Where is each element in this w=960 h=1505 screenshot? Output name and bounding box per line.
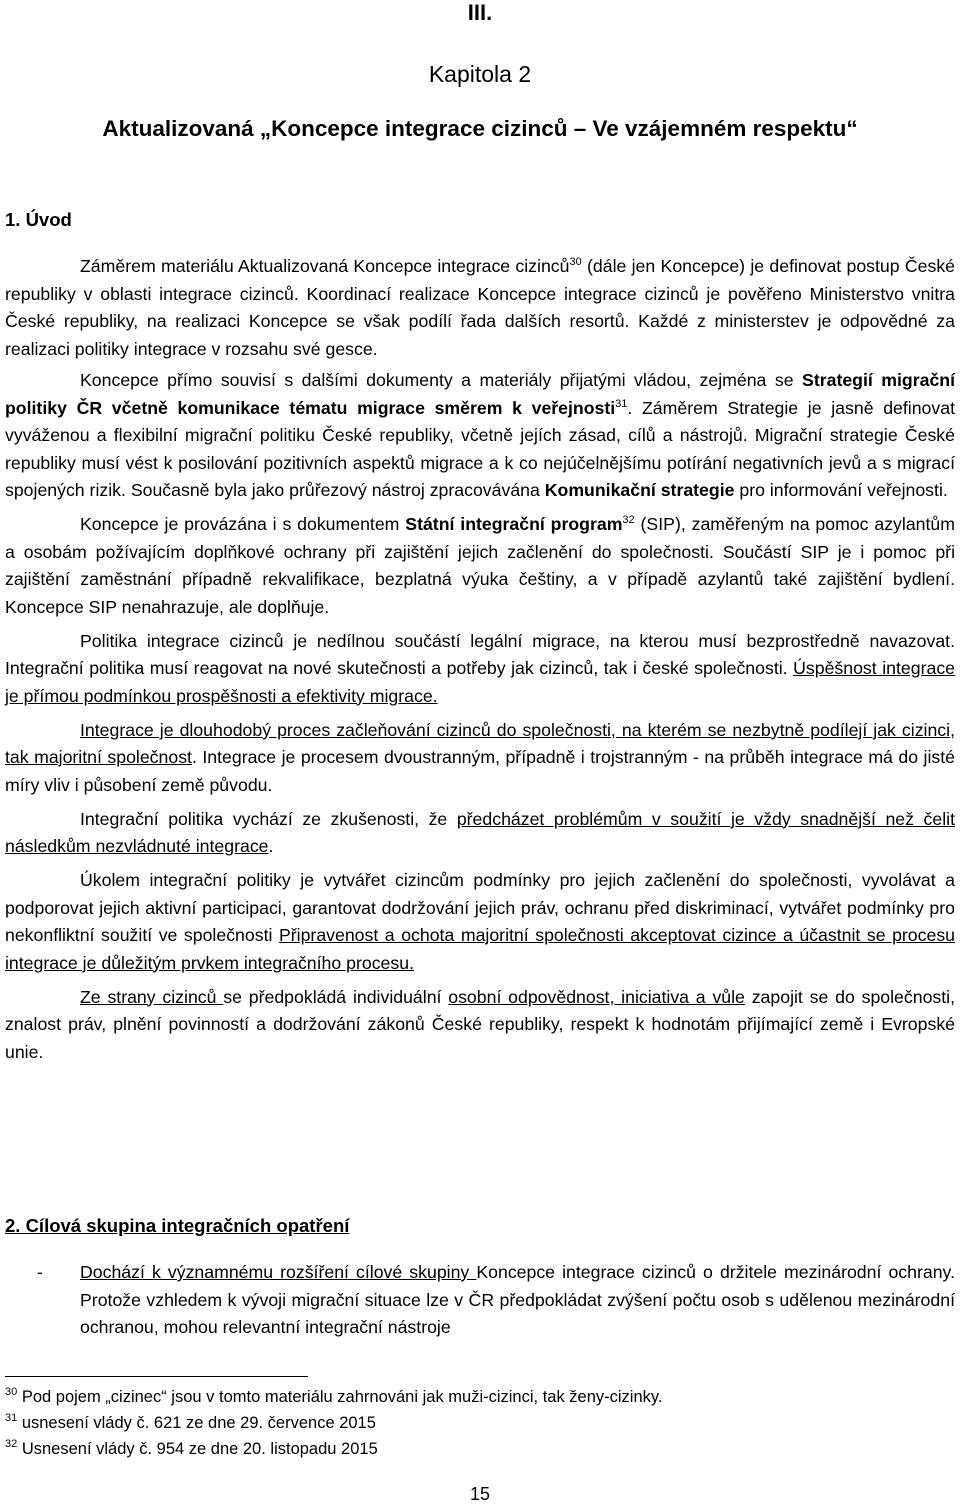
text-run: pro informování veřejnosti. [734,480,948,500]
paragraph-8 [5,984,955,1067]
underlined-text: Integrace je dlouhodobý proces začleňování cizinců do společnosti, na kterém se nezbytně podílejí jak cizinci, tak majoritní společnost [5,719,955,767]
text-run: (SIP), zaměřeným na pomoc azylantům a osobám požívajícím doplňkové ochrany při zajištění jejich začlenění do společnosti. Součástí SIP je i pomoc při zajištění zaměstnání případně rekvalifikace, bezplatná výuka češtiny, a v případě azylantů také zajištění bydlení. Koncepce SIP nenahrazuje, ale doplňuje. [5,514,955,617]
text-run: se předpokládá individuální [223,986,449,1007]
text-run: Koncepce integrace cizinců o držitele mezinárodní ochrany. Protože vzhledem k vývoji migrační situace lze v ČR předpokládat zvýšení počtu osob s udělenou mezinárodní ochranou, mohou relevantní integrační nástroje [80,1262,955,1337]
section-heading-target-group: 2. Cílová skupina integračních opatření [5,1215,350,1236]
paragraph-3 [5,511,955,621]
footnote-text: Pod pojem „cizinec“ jsou v tomto materiálu zahrnováni jak muži-cizinci, tak ženy-cizinky. [17,1388,663,1406]
text-run: Záměrem materiálu Aktualizovaná Koncepce integrace cizinců [80,256,570,276]
underlined-text: předcházet problémům v soužití je vždy snadnější než čelit následkům nezvládnuté integrace [5,808,955,856]
footnote-text: usnesení vlády č. 621 ze dne 29. července 2015 [17,1414,376,1432]
footnote-32 [5,1438,378,1460]
footnote-ref-30: 30 [569,256,582,268]
paragraph-1 [5,253,955,363]
text-run: (dále jen Koncepce) je definovat postup České republiky v oblasti integrace cizinců. Koordinací realizace Koncepce integrace cizinců je pověřeno Ministerstvo vnitra České republiky, na realizaci Koncepce se však podílí řada dalších resortů. Každé z ministerstev je odpovědné za realizaci politiky integrace v rozsahu své gesce. [5,256,955,359]
strategy-name: Strategií migrační politiky ČR včetně komunikace tématu migrace směrem k veřejnosti [5,370,955,418]
document-title: Aktualizovaná „Koncepce integrace cizinců – Ve vzájemném respektu“ [102,116,858,141]
page-number: 15 [469,1484,491,1504]
paragraph-2 [5,367,955,505]
underlined-text: osobní odpovědnost, iniciativa a vůle [448,986,745,1007]
list-item [80,1259,955,1342]
text-run: . Integrace je procesem dvoustranným, případně i trojstranným - na průběh integrace má do jisté míry vliv i působení země původu. [5,747,955,795]
underlined-text: Dochází k významnému rozšíření cílové skupiny [80,1262,477,1282]
footnote-ref-31: 31 [615,397,628,410]
footnote-30 [5,1386,663,1408]
part-number: III. [467,0,493,25]
underlined-text: Ze strany cizinců [80,986,224,1007]
footnote-separator [5,1376,308,1377]
communication-strategy-name: Komunikační strategie [544,480,735,500]
section-heading-intro: 1. Úvod [5,209,72,230]
section-intro-body [5,253,955,1073]
target-group-list [5,1259,955,1342]
footnote-31 [5,1412,376,1434]
chapter-label: Kapitola 2 [428,61,532,87]
program-name: Státní integrační program [405,514,623,534]
text-run: Úkolem integrační politiky je vytvářet cizincům podmínky pro jejich začlenění do společnosti, vyvolávat a podporovat jejich aktivní participaci, garantovat dodržování jejich práv, ochranu před diskriminací, vytvářet podmínky pro nekonfliktní soužití ve společnosti [5,870,955,945]
footnote-number: 32 [5,1438,18,1450]
text-run: . Záměrem Strategie je jasně definovat vyváženou a flexibilní migrační politiku České republiky, včetně jejích zásad, cílů a nástrojů. Migrační strategie České republiky musí vést k posilování pozitivních aspektů migrace a k co nejúčelnějšímu potírání negativních jevů a s migrací spojených rizik. Současně byla jako průřezový nástroj zpracovávána [5,397,955,500]
text-run: . [268,836,274,856]
text-run: zapojit se do společnosti, znalost práv, plnění povinností a dodržování zákonů České republiky, respekt k hodnotám přijímající země i Evropské unie. [5,986,956,1062]
text-run: Integrační politika vychází ze zkušenosti, že [80,808,457,829]
paragraph-6 [5,806,955,861]
underlined-text: Připravenost a ochota majoritní společnosti akceptovat cizince a účastnit se procesu integrace je důležitým prvkem integračního procesu. [5,925,956,973]
paragraph-5 [5,717,955,800]
paragraph-4 [5,628,955,711]
underlined-text: Úspěšnost integrace je přímou podmínkou prospěšnosti a efektivity migrace. [5,658,955,706]
paragraph-7 [5,867,955,977]
text-run: Koncepce přímo souvisí s dalšími dokumenty a materiály přijatými vládou, zejména se [80,370,803,390]
text-run: Politika integrace cizinců je nedílnou součástí legální migrace, na kterou musí bezprostředně navazovat. Integrační politika musí reagovat na nové skutečnosti a potřeby jak cizinců, tak i české společnosti. [5,630,955,678]
footnote-number: 30 [5,1386,18,1398]
footnote-number: 31 [5,1412,18,1424]
list-bullet: - [37,1262,43,1282]
footnote-ref-32: 32 [622,514,635,526]
footnote-text: Usnesení vlády č. 954 ze dne 20. listopadu 2015 [17,1440,378,1458]
text-run: Koncepce je provázána i s dokumentem [80,514,406,534]
